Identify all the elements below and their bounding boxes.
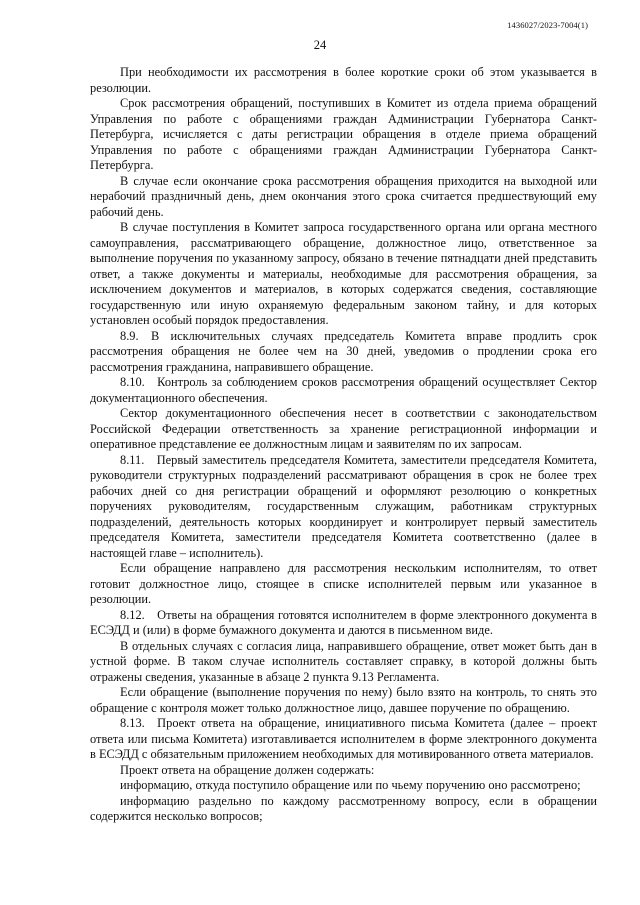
- paragraph: В случае поступления в Комитет запроса государственного органа или органа местного самоуправления, рассматривающего обращение, должностное лицо, ответственное за выполнение поручения по указанному запросу, обязано в течение пятнадцати дней представить ответ, а также документы и материалы, необходимые для рассмотрения обращения, за исключением документов и материалов, в которых содержатся сведения, составляющие государственную или иную охраняемую федеральным законом тайну, и для которых установлен особый порядок предоставления.: [90, 220, 597, 327]
- paragraph: Если обращение (выполнение поручения по нему) было взято на контроль, то снять это обращение с контроля может только должностное лицо, давшее поручение по обращению.: [90, 685, 597, 715]
- paragraph: В случае если окончание срока рассмотрения обращения приходится на выходной или нерабочий праздничный день, днем окончания этого срока считается предшествующий ему рабочий день.: [90, 173, 597, 219]
- paragraph-8-13: 8.13. Проект ответа на обращение, инициативного письма Комитета (далее – проект ответа или письма Комитета) изготавливается исполнителем в форме электронного документа в ЕСЭДД с обязательным приложением необходимых для мотивированного ответа материалов.: [90, 716, 597, 761]
- paragraph-8-12: 8.12. Ответы на обращения готовятся исполнителем в форме электронного документа в ЕСЭДД и (или) в форме бумажного документа и даются в письменном виде.: [90, 607, 597, 637]
- paragraph: В отдельных случаях с согласия лица, направившего обращение, ответ может быть дан в устной форме. В таком случае исполнитель составляет справку, в которой должны быть отражены сведения, указанные в абзаце 2 пункта 9.13 Регламента.: [90, 638, 597, 684]
- paragraph-8-10: 8.10. Контроль за соблюдением сроков рассмотрения обращений осуществляет Сектор документационного обеспечения.: [90, 375, 597, 405]
- document-body: [90, 65, 597, 825]
- paragraph: Проект ответа на обращение должен содержать:: [120, 762, 375, 777]
- paragraph: информацию раздельно по каждому рассмотренному вопросу, если в обращении содержится несколько вопросов;: [90, 793, 597, 823]
- paragraph: При необходимости их рассмотрения в более короткие сроки об этом указывается в резолюции.: [90, 65, 597, 95]
- paragraph: Если обращение направлено для рассмотрения нескольким исполнителям, то ответ готовит должностное лицо, стоящее в списке исполнителей первым или указанное в резолюции.: [90, 561, 597, 606]
- document-id: 1436027/2023-7004(1): [507, 20, 588, 30]
- paragraph-8-9: 8.9. В исключительных случаях председатель Комитета вправе продлить срок рассмотрения обращения не более чем на 30 дней, уведомив о продлении срока его рассмотрения гражданина, направившего обращение.: [90, 328, 597, 374]
- paragraph: информацию, откуда поступило обращение или по чьему поручению оно рассмотрено;: [120, 778, 581, 792]
- paragraph-8-11: 8.11. Первый заместитель председателя Комитета, заместители председателя Комитета, руководители структурных подразделений рассматривают обращения в срок не более трех рабочих дней со дня регистрации обращений и оформляют резолюцию о конкретных поручениях руководителям, государственным служащим, работникам структурных подразделений, деятельность которых координирует и контролирует первый заместитель председателя Комитета, заместители председателя Комитета соответственно (далее в настоящей главе – исполнитель).: [90, 452, 597, 560]
- paragraph: Срок рассмотрения обращений, поступивших в Комитет из отдела приема обращений Управления по работе с обращениями граждан Администрации Губернатора Санкт-Петербурга, исчисляется с даты регистрации обращения в отделе приема обращений Управления по работе с обращениями граждан Администрации Губернатора Санкт-Петербурга.: [90, 96, 597, 172]
- paragraph: Сектор документационного обеспечения несет в соответствии с законодательством Российской Федерации ответственность за хранение регистрационной информации и оперативное представление ее должностным лицам и заявителям по их запросам.: [90, 406, 597, 451]
- page-number: 24: [313, 38, 327, 52]
